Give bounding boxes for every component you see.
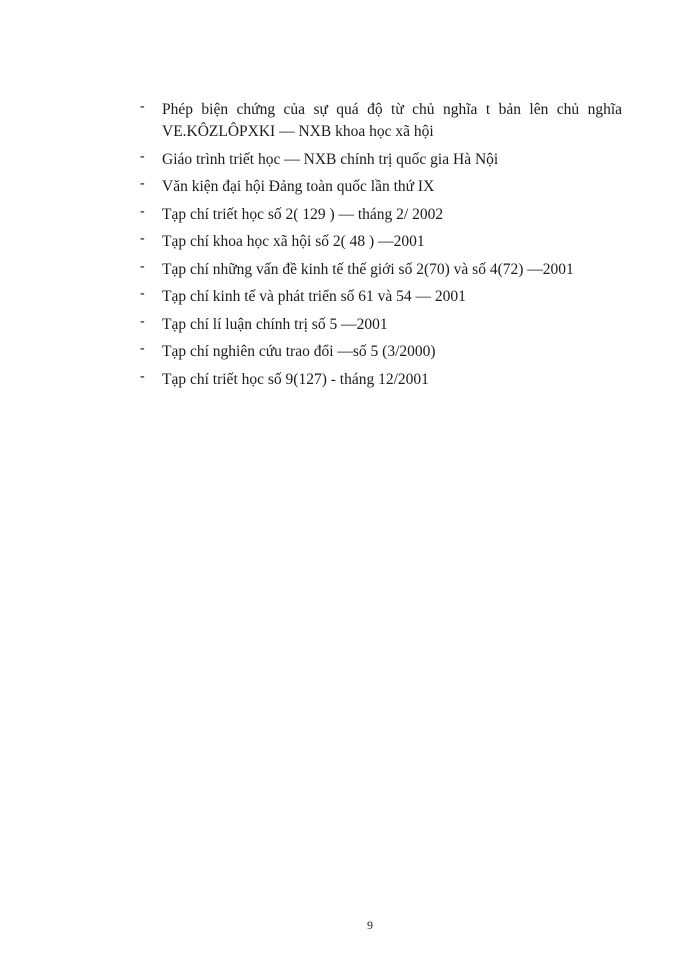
reference-item-10 (140, 369, 622, 391)
reference-item-2 (140, 149, 622, 171)
reference-text: Tạp chí những vấn đề kinh tế thế giới số 2(70) và số 4(72) —2001 (162, 260, 574, 278)
reference-text: Văn kiện đại hội Đảng toàn quốc lần thứ IX (162, 178, 435, 195)
dash-bullet: - (140, 176, 145, 191)
reference-item-4 (140, 204, 622, 226)
reference-text: Tạp chí triết học số 2( 129 ) — tháng 2/ 2002 (162, 205, 444, 223)
reference-text: Tạp chí triết học số 9(127) - tháng 12/2001 (162, 370, 429, 388)
dash-bullet: - (140, 148, 145, 164)
reference-text: Tạp chí kinh tế và phát triển số 61 và 54 — 2001 (162, 288, 466, 305)
dash-bullet: - (140, 258, 145, 274)
reference-text: Tạp chí nghiên cứu trao đổi —số 5 (3/2000) (162, 343, 436, 360)
reference-item-3 (140, 176, 622, 198)
reference-text (162, 99, 622, 143)
dash-bullet: - (140, 99, 145, 114)
reference-item-6 (140, 259, 622, 281)
reference-text: Tạp chí khoa học xã hội số 2( 48 ) —2001 (162, 233, 425, 250)
references-list (140, 99, 622, 396)
reference-item-5 (140, 231, 622, 253)
reference-item-9 (140, 341, 622, 363)
reference-text: Tạp chí lí luận chính trị số 5 —2001 (162, 315, 388, 333)
dash-bullet: - (140, 313, 145, 329)
reference-text: Giáo trình triết học — NXB chính trị quốc gia Hà Nội (162, 150, 499, 168)
page-number: 9 (367, 918, 373, 932)
reference-line-2: VE.KÔZLÔPXKI — NXB khoa học xã hội (162, 123, 434, 140)
dash-bullet: - (140, 341, 145, 356)
dash-bullet: - (140, 286, 145, 301)
dash-bullet: - (140, 231, 145, 246)
reference-item-7 (140, 286, 622, 308)
dash-bullet: - (140, 368, 145, 384)
dash-bullet: - (140, 203, 145, 219)
reference-item-8 (140, 314, 622, 336)
reference-line-1: Phép biện chứng của sự quá độ từ chủ nghĩa t bản lên chủ nghĩa (162, 101, 622, 118)
reference-item-1 (140, 99, 622, 143)
